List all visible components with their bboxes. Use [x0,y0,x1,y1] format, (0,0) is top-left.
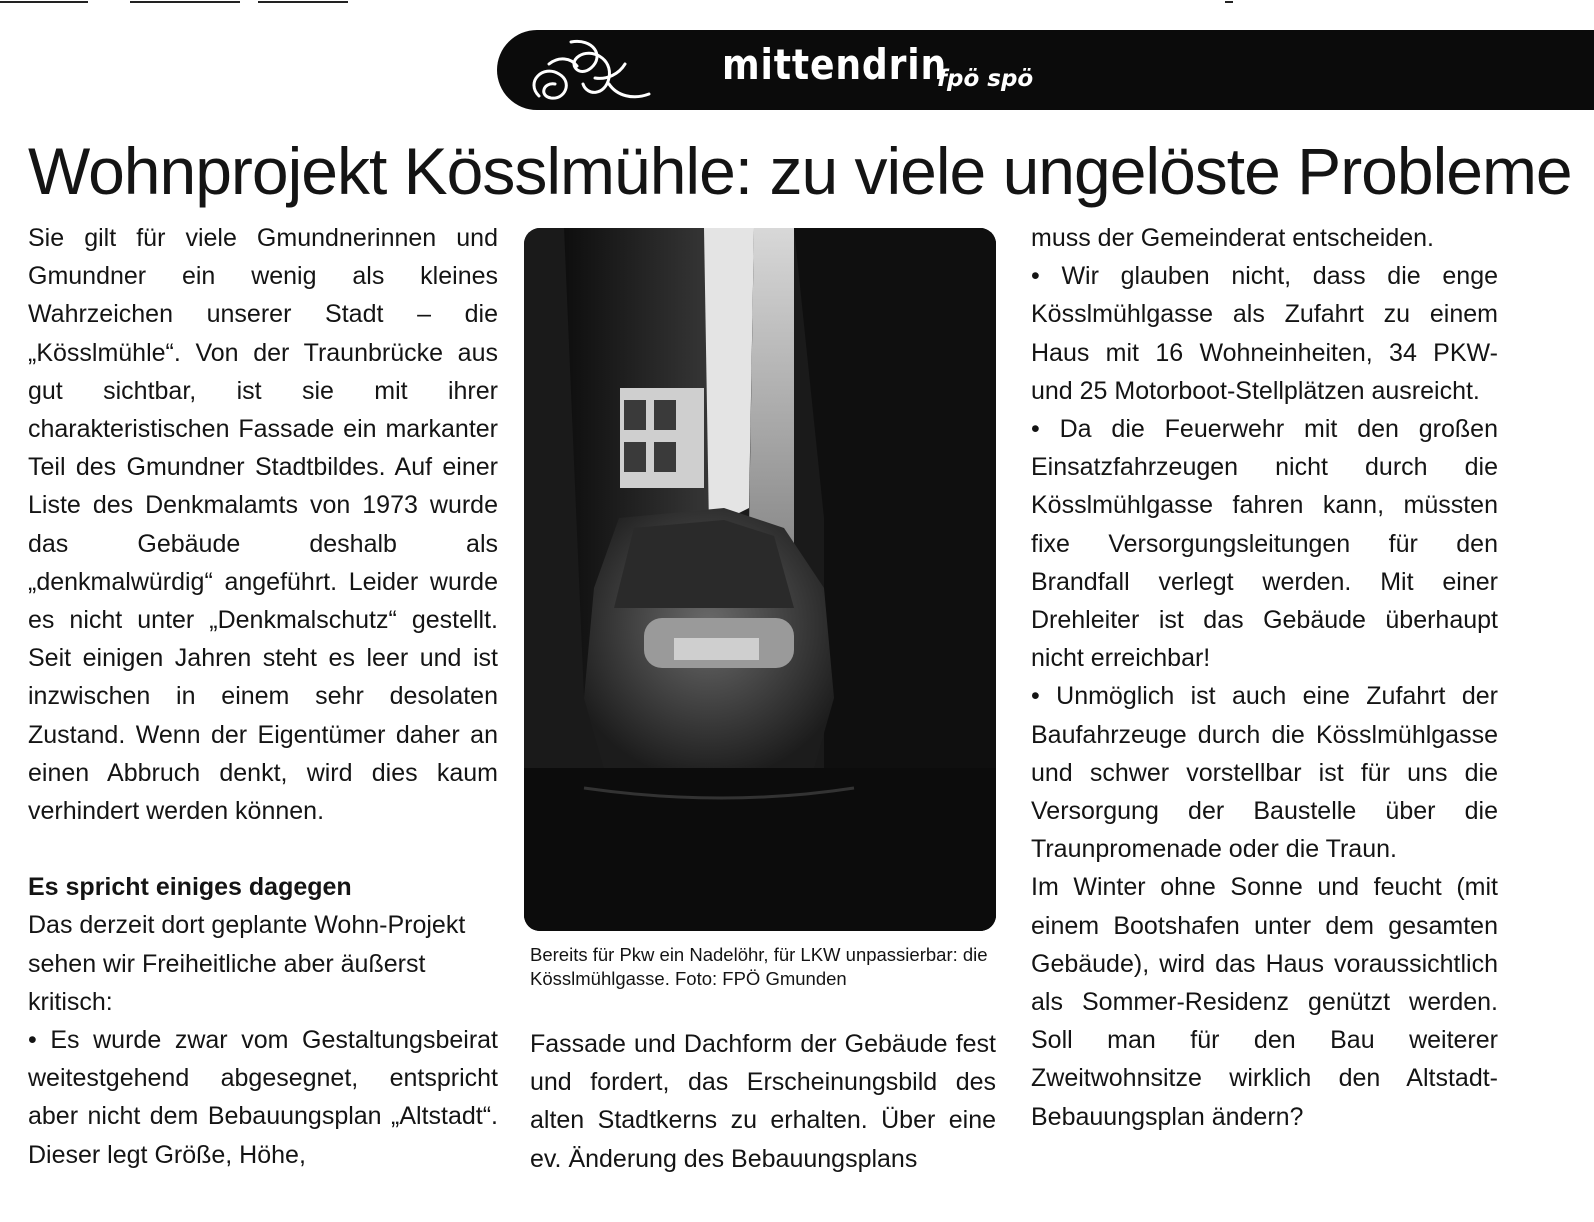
caption-text: Bereits für Pkw ein Nadelöhr, für LKW unpassierbar: die Kösslmühlgasse. [530,944,988,989]
section-title: mittendrin [722,40,948,89]
article-photo [524,228,996,931]
paragraph: Sie gilt für viele Gmundnerinnen und Gmundner ein wenig als kleines Wahrzeichen unserer Stadt – die „Kösslmühle“. Von der Traunbrücke aus gut sichtbar, ist sie mit ihrer charakteristischen Fassade ein markanter Teil des Gmundner Stadtbildes. Auf einer Liste des Denkmalamts von 1973 wurde das Gebäude deshalb als „denkmalwürdig“ angeführt. Leider wurde es nicht unter „Denkmalschutz“ gestellt. Seit einigen Jahren steht es leer und ist inzwischen in einem sehr desolaten Zustand. Wenn der Eigentümer daher an einen Abbruch denkt, wird dies kaum verhindert werden können. [28,224,498,826]
subheading: Es spricht einiges dagegen [28,873,352,902]
photo-credit: Foto: FPÖ Gmunden [674,968,847,989]
paragraph: muss der Gemeinderat entscheiden. [1031,224,1434,252]
swirl-logo-icon [521,34,661,110]
section-banner [497,30,1594,110]
bullet-paragraph: • Wir glauben nicht, dass die enge Kösslmühlgasse als Zufahrt zu einem Haus mit 16 Wohneinheiten, 34 PKW- und 25 Motorboot-Stellplätzen ausreicht. [1031,262,1498,405]
bullet-paragraph: • Es wurde zwar vom Gestaltungsbeirat weitestgehend abgesegnet, entspricht aber nicht dem Bebauungsplan „Altstadt“. Dieser legt Größe, Höhe, [28,1026,498,1169]
text-column-right [1031,219,1498,1136]
bullet-paragraph: • Da die Feuerwehr mit den großen Einsatzfahrzeugen nicht durch die Kösslmühlgasse fahren kann, müssten fixe Versorgungsleitungen für den Brandfall verlegt werden. Mit einer Drehleiter ist das Gebäude überhaupt nicht erreichbar! [1031,415,1498,673]
photo-caption [530,943,996,991]
text-column-left [28,219,498,1174]
paragraph: Fassade und Dachform der Gebäude fest und fordert, das Erscheinungsbild des alten Stadtkerns zu erhalten. Über eine ev. Änderung des Bebauungsplans [530,1030,996,1173]
bullet-paragraph: • Unmöglich ist auch eine Zufahrt der Baufahrzeuge durch die Kösslmühlgasse und schwer vorstellbar ist für uns die Versorgung der Baustelle über die Traunpromenade oder die Traun. [1031,682,1498,864]
top-rule [0,0,1594,6]
article-headline: Wohnprojekt Kösslmühle: zu viele ungelöste Probleme [28,134,1572,208]
paragraph: Im Winter ohne Sonne und feucht (mit einem Bootshafen unter dem gesamten Gebäude), wird das Haus voraussichtlich als Sommer-Residenz genützt werden. Soll man für den Bau weiterer Zweitwohnsitze wirklich den Altstadt-Bebauungsplan ändern? [1031,873,1498,1131]
alley-car-photo-image [524,228,996,931]
section-subtitle: fpö spö [937,66,1034,92]
paragraph: Das derzeit dort geplante Wohn-Projekt sehen wir Freiheitliche aber äußerst kritisch: [28,911,466,1016]
text-column-middle [530,1025,996,1178]
